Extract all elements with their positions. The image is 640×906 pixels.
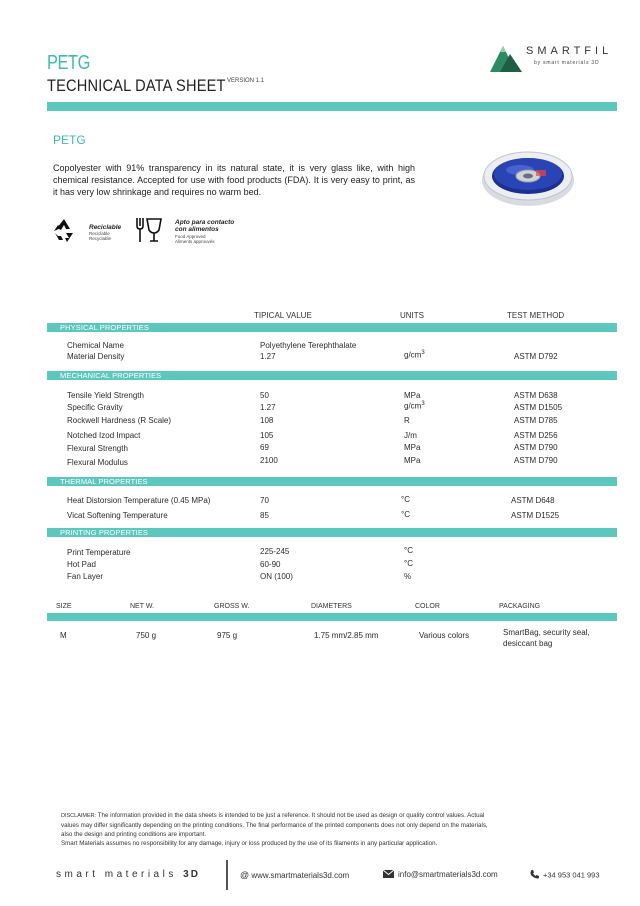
intro-description: Copolyester with 91% transparency in its natural state, it is very glass like, with high chemical resistance. Accepted for use with food products (FDA). It is very easy to print, as it has very low shrinkage and requires no warm bed. bbox=[53, 163, 415, 197]
header-divider bbox=[47, 102, 617, 111]
pkg-packaging-2: desiccant bag bbox=[503, 639, 553, 648]
recycle-sub1: Reciclable bbox=[89, 231, 110, 236]
property-method: ASTM D638 bbox=[514, 391, 558, 400]
pkg-header-color: COLOR bbox=[415, 603, 440, 610]
col-header-value: TIPICAL VALUE bbox=[254, 311, 312, 320]
version-label: VERSION 1.1 bbox=[227, 78, 265, 84]
property-method: ASTM D648 bbox=[511, 496, 555, 505]
brand-logo bbox=[488, 40, 618, 76]
pkg-packaging-1: SmartBag, security seal, bbox=[503, 628, 590, 637]
property-unit: % bbox=[404, 572, 412, 581]
pkg-gross: 975 g bbox=[217, 631, 238, 640]
property-method: ASTM D790 bbox=[514, 456, 558, 465]
property-value: 1.27 bbox=[260, 403, 276, 412]
mail-icon bbox=[383, 870, 394, 880]
property-unit: R bbox=[404, 416, 410, 425]
property-unit: MPa bbox=[404, 391, 421, 400]
col-header-units: UNITS bbox=[400, 311, 424, 320]
property-name: Fan Layer bbox=[67, 572, 104, 581]
pkg-header-diameters: DIAMETERS bbox=[311, 603, 352, 610]
property-value: 60-90 bbox=[260, 560, 281, 569]
property-unit: °C bbox=[404, 559, 413, 568]
property-unit: MPa bbox=[404, 456, 421, 465]
property-name: Hot Pad bbox=[67, 560, 96, 569]
pkg-header-packaging: PACKAGING bbox=[499, 603, 541, 610]
disclaimer-label: DISCLAIMER: bbox=[61, 813, 97, 819]
property-unit: $g/cm^3$ bbox=[404, 401, 425, 411]
property-value: 108 bbox=[260, 416, 274, 425]
property-method: ASTM D785 bbox=[514, 416, 558, 425]
footer-web[interactable]: @ www.smartmaterials3d.com bbox=[240, 870, 350, 880]
pkg-color: Various colors bbox=[419, 631, 470, 640]
property-value: 50 bbox=[260, 391, 269, 400]
section-printing: PRINTING PROPERTIES bbox=[47, 528, 617, 537]
property-name: Tensile Yield Strength bbox=[67, 391, 144, 400]
pkg-header-size: SIZE bbox=[56, 603, 72, 610]
mountain-logo-icon bbox=[488, 42, 524, 74]
phone-icon bbox=[530, 870, 539, 881]
property-unit: °C bbox=[404, 546, 413, 555]
food-sub2: Aliments approuvés bbox=[175, 239, 215, 244]
page-title: TECHNICAL DATA SHEET bbox=[47, 76, 226, 95]
property-value: 69 bbox=[260, 443, 269, 452]
filament-spool-image bbox=[478, 140, 578, 212]
footer-brand: smart materials 3D bbox=[56, 869, 200, 880]
pkg-header-net: NET W. bbox=[130, 603, 154, 610]
property-name: Rockwell Hardness (R Scale) bbox=[67, 416, 172, 425]
property-value: 1.27 bbox=[260, 352, 276, 361]
footer-phone[interactable]: +34 953 041 993 bbox=[530, 870, 600, 881]
disclaimer: DISCLAIMER: The information provided in the data sheets is intended to be just a reference. It should not be used as design or quality control values. Actual values may differ significantly depending on the printing conditions. The final performance of the printed components does not only depend on the materials, also the design and printing conditions are important. Smart Materials assumes no responsibility for any damage, injury or loss produced by the use of its filaments in any particular application. bbox=[61, 812, 488, 847]
food-label-1: Apto para contacto bbox=[175, 219, 235, 226]
food-safe-icon bbox=[135, 216, 165, 244]
property-method: ASTM D792 bbox=[514, 352, 558, 361]
pkg-size: M bbox=[60, 631, 67, 640]
brand-name: SMARTFIL bbox=[526, 45, 613, 57]
property-name: Notched Izod Impact bbox=[67, 431, 141, 440]
property-name: Specific Gravity bbox=[67, 403, 123, 412]
property-value: 85 bbox=[260, 511, 269, 520]
property-name: Flexural Strength bbox=[67, 444, 128, 453]
property-value: 105 bbox=[260, 431, 274, 440]
property-name: Chemical Name bbox=[67, 341, 124, 350]
property-method: ASTM D790 bbox=[514, 443, 558, 452]
recycle-sub2: Recyclable bbox=[89, 236, 112, 241]
pkg-header-gross: GROSS W. bbox=[214, 603, 250, 610]
property-name: Print Temperature bbox=[67, 548, 131, 557]
property-value: 70 bbox=[260, 496, 269, 505]
property-value: 225-245 bbox=[260, 547, 290, 556]
property-method: ASTM D1525 bbox=[511, 511, 560, 520]
property-method: ASTM D1505 bbox=[514, 403, 563, 412]
footer-email[interactable]: info@smartmaterials3d.com bbox=[383, 870, 498, 880]
property-unit: °C bbox=[401, 510, 410, 519]
brand-subtitle: by smart materials 3D bbox=[534, 60, 600, 66]
property-value: ON (100) bbox=[260, 572, 293, 581]
property-name: Vicat Softening Temperature bbox=[67, 511, 168, 520]
property-method: ASTM D256 bbox=[514, 431, 558, 440]
property-name: Material Density bbox=[67, 352, 125, 361]
at-icon: @ bbox=[240, 870, 250, 880]
pkg-diameters: 1.75 mm/2.85 mm bbox=[314, 631, 379, 640]
property-unit: MPa bbox=[404, 443, 421, 452]
col-header-method: TEST METHOD bbox=[507, 311, 565, 320]
footer-brand-3d: 3D bbox=[183, 869, 200, 880]
packaging-divider bbox=[47, 613, 617, 621]
property-unit: $g/cm^3$ bbox=[404, 350, 425, 360]
intro-heading: PETG bbox=[53, 133, 86, 147]
food-sub1: Food Approved bbox=[175, 234, 206, 239]
product-title: PETG bbox=[47, 52, 91, 74]
property-name: Heat Distorsion Temperature (0.45 MPa) bbox=[67, 496, 211, 505]
recycle-icon bbox=[50, 216, 78, 244]
property-name: Flexural Modulus bbox=[67, 458, 128, 467]
food-label-2: con alimentos bbox=[175, 226, 219, 233]
recycle-label: Reciclable bbox=[89, 224, 122, 231]
section-thermal: THERMAL PROPERTIES bbox=[47, 477, 617, 486]
property-value: Polyethylene Terephthalate bbox=[260, 341, 357, 350]
pkg-net: 750 g bbox=[136, 631, 157, 640]
section-mechanical: MECHANICAL PROPERTIES bbox=[47, 371, 617, 380]
property-unit: J/m bbox=[404, 431, 417, 440]
footer-separator bbox=[226, 860, 228, 890]
section-physical: PHYSICAL PROPERTIES bbox=[47, 323, 617, 332]
property-unit: °C bbox=[401, 495, 410, 504]
property-value: 2100 bbox=[260, 456, 278, 465]
